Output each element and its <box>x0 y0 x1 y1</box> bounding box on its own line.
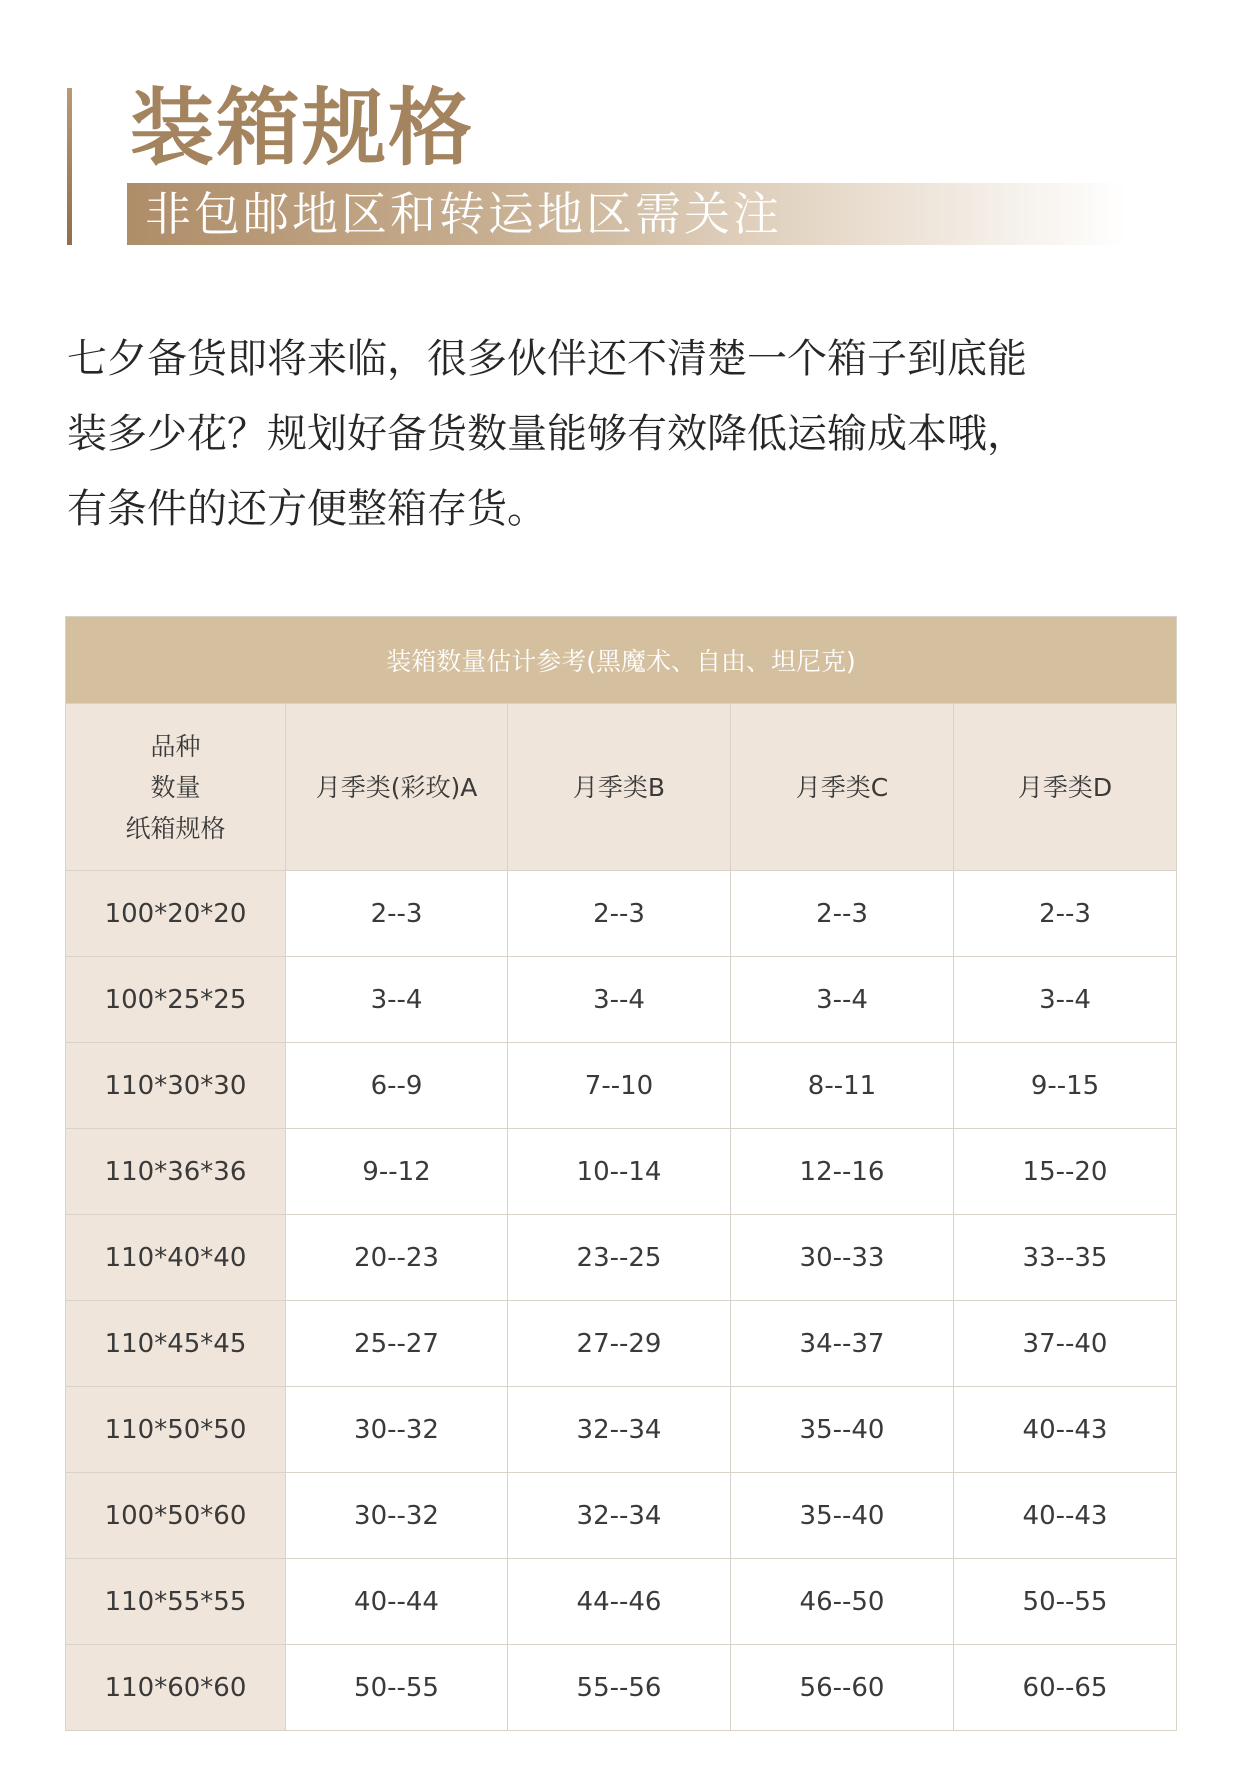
quantity-cell: 46--50 <box>731 1559 954 1645</box>
intro-line: 七夕备货即将来临，很多伙伴还不清楚一个箱子到底能 <box>67 336 1027 382</box>
intro-line: 有条件的还方便整箱存货。 <box>67 486 547 532</box>
corner-header <box>66 704 286 871</box>
quantity-cell: 3--4 <box>286 957 508 1043</box>
column-header: 月季类C <box>731 704 954 871</box>
quantity-cell: 3--4 <box>508 957 731 1043</box>
quantity-cell: 50--55 <box>954 1559 1177 1645</box>
column-header: 月季类D <box>954 704 1177 871</box>
quantity-cell: 34--37 <box>731 1301 954 1387</box>
quantity-cell: 23--25 <box>508 1215 731 1301</box>
corner-label-variety: 品种 <box>150 731 201 761</box>
corner-label-box-spec: 纸箱规格 <box>125 813 226 843</box>
quantity-cell: 37--40 <box>954 1301 1177 1387</box>
corner-label-quantity: 数量 <box>150 772 201 802</box>
quantity-cell: 30--32 <box>286 1387 508 1473</box>
quantity-cell: 55--56 <box>508 1645 731 1731</box>
accent-bar <box>67 88 72 245</box>
quantity-cell: 35--40 <box>731 1387 954 1473</box>
box-spec-cell: 110*36*36 <box>66 1129 286 1215</box>
quantity-cell: 25--27 <box>286 1301 508 1387</box>
box-spec-cell: 100*50*60 <box>66 1473 286 1559</box>
quantity-cell: 8--11 <box>731 1043 954 1129</box>
packing-table <box>65 616 1176 1731</box>
table-row <box>66 1129 1177 1215</box>
page-subtitle: 非包邮地区和转运地区需关注 <box>145 187 782 241</box>
quantity-cell: 9--12 <box>286 1129 508 1215</box>
quantity-cell: 33--35 <box>954 1215 1177 1301</box>
quantity-cell: 50--55 <box>286 1645 508 1731</box>
intro-line: 装多少花？规划好备货数量能够有效降低运输成本哦， <box>67 411 1027 457</box>
table-row <box>66 1043 1177 1129</box>
page-header <box>0 0 1242 260</box>
intro-paragraph <box>67 322 1187 547</box>
quantity-cell: 44--46 <box>508 1559 731 1645</box>
quantity-cell: 7--10 <box>508 1043 731 1129</box>
box-spec-cell: 110*30*30 <box>66 1043 286 1129</box>
quantity-cell: 60--65 <box>954 1645 1177 1731</box>
quantity-cell: 2--3 <box>508 871 731 957</box>
quantity-cell: 20--23 <box>286 1215 508 1301</box>
table-row <box>66 871 1177 957</box>
column-header: 月季类(彩玫)A <box>286 704 508 871</box>
box-spec-cell: 110*55*55 <box>66 1559 286 1645</box>
box-spec-cell: 110*50*50 <box>66 1387 286 1473</box>
box-spec-cell: 110*60*60 <box>66 1645 286 1731</box>
quantity-cell: 40--43 <box>954 1473 1177 1559</box>
quantity-cell: 2--3 <box>286 871 508 957</box>
quantity-cell: 10--14 <box>508 1129 731 1215</box>
table-row <box>66 1387 1177 1473</box>
table-caption: 装箱数量估计参考(黑魔术、自由、坦尼克) <box>66 617 1177 704</box>
quantity-cell: 12--16 <box>731 1129 954 1215</box>
table-row <box>66 1473 1177 1559</box>
quantity-cell: 3--4 <box>954 957 1177 1043</box>
box-spec-cell: 100*20*20 <box>66 871 286 957</box>
quantity-cell: 9--15 <box>954 1043 1177 1129</box>
quantity-cell: 3--4 <box>731 957 954 1043</box>
table-row <box>66 1559 1177 1645</box>
table-caption-row <box>66 617 1177 704</box>
box-spec-cell: 100*25*25 <box>66 957 286 1043</box>
quantity-cell: 56--60 <box>731 1645 954 1731</box>
quantity-cell: 30--33 <box>731 1215 954 1301</box>
quantity-cell: 6--9 <box>286 1043 508 1129</box>
box-spec-cell: 110*45*45 <box>66 1301 286 1387</box>
box-spec-cell: 110*40*40 <box>66 1215 286 1301</box>
quantity-cell: 40--44 <box>286 1559 508 1645</box>
quantity-cell: 32--34 <box>508 1473 731 1559</box>
quantity-cell: 2--3 <box>731 871 954 957</box>
page-title: 装箱规格 <box>130 78 475 177</box>
table-row <box>66 1301 1177 1387</box>
quantity-cell: 2--3 <box>954 871 1177 957</box>
table-row <box>66 1645 1177 1731</box>
quantity-cell: 30--32 <box>286 1473 508 1559</box>
quantity-cell: 32--34 <box>508 1387 731 1473</box>
column-header: 月季类B <box>508 704 731 871</box>
quantity-cell: 40--43 <box>954 1387 1177 1473</box>
quantity-cell: 15--20 <box>954 1129 1177 1215</box>
table-row <box>66 1215 1177 1301</box>
quantity-cell: 27--29 <box>508 1301 731 1387</box>
quantity-cell: 35--40 <box>731 1473 954 1559</box>
table-header-row <box>66 704 1177 871</box>
table-row <box>66 957 1177 1043</box>
